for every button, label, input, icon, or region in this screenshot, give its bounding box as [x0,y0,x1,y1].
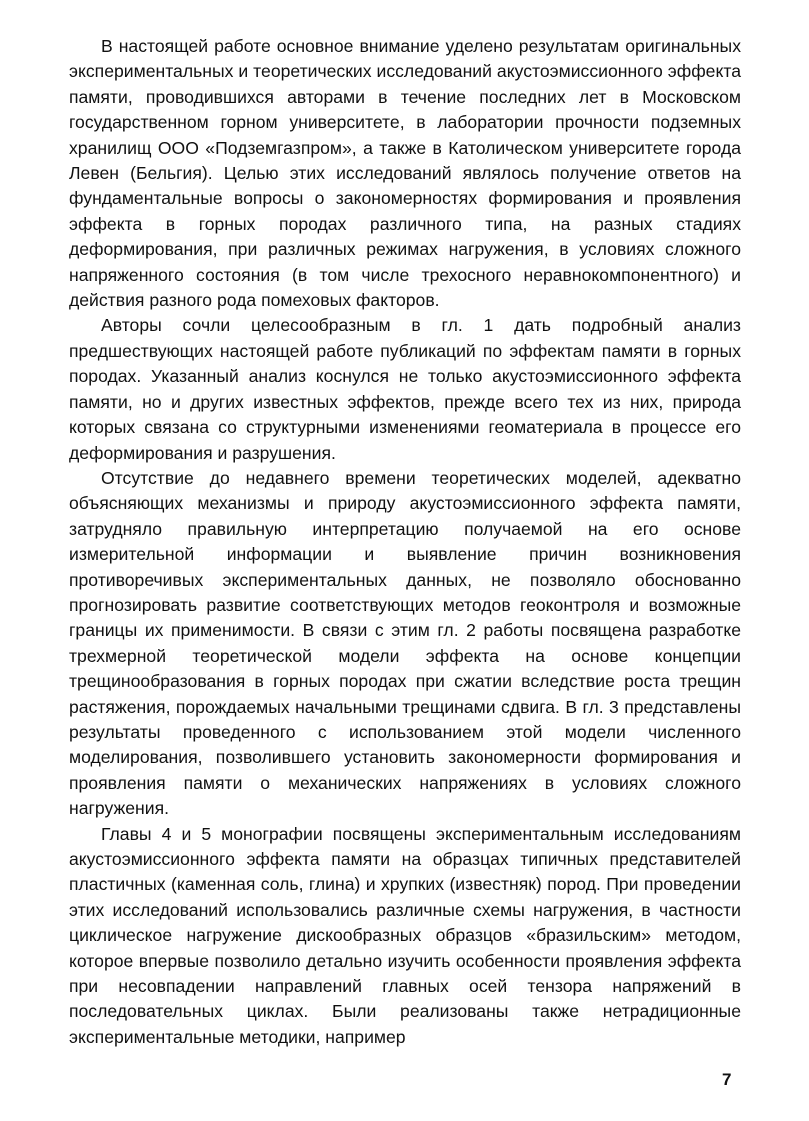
paragraph-3: Отсутствие до недавнего времени теоретических моделей, адекватно объясняющих механизмы и природу акустоэмиссионного эффекта памяти, затрудняло правильную интерпретацию получаемой на его основе измерительной информации и выявление причин возникновения противоречивых экспериментальных данных, не позволяло обоснованно прогнозировать развитие соответствующих методов геоконтроля и возможные границы их применимости. В связи с этим гл. 2 работы посвящена разработке трехмерной теоретической модели эффекта на основе концепции трещинообразования в горных породах при сжатии вследствие роста трещин растяжения, порождаемых начальными трещинами сдвига. В гл. 3 представлены результаты проведенного с использованием этой модели численного моделирования, позволившего установить закономерности формирования и проявления памяти о механических напряжениях в условиях сложного нагружения. [69,467,741,819]
paragraph-4: Главы 4 и 5 монографии посвящены экспериментальным исследованиям акустоэмиссионного эффекта памяти на образцах типичных представителей пластичных (каменная соль, глина) и хрупких (известняк) пород. При проведении этих исследований использовались различные схемы нагружения, в частности циклическое нагружение дискообразных образцов «бразильским» методом, которое впервые позволило детально изучить особенности проявления эффекта при несовпадении направлений главных осей тензора напряжений в последовательных циклах. Были реализованы также нетрадиционные экспериментальные методики, например [69,823,741,1047]
paragraph-1: В настоящей работе основное внимание уделено результатам оригинальных экспериментальных и теоретических исследований акустоэмиссионного эффекта памяти, проводившихся авторами в течение последних лет в Московском государственном горном университете, в лаборатории прочности подземных хранилищ ООО «Подземгазпром», а также в Католическом университете города Левен (Бельгия). Целью этих исследований являлось получение ответов на фундаментальные вопросы о закономерностях формирования и проявления эффекта в горных породах различного типа, на разных стадиях деформирования, при различных режимах нагружения, в условиях сложного напряженного состояния (в том числе трехосного неравнокомпонентного) и действия разного рода помеховых факторов. [69,36,741,311]
paragraph-2: Авторы сочли целесообразным в гл. 1 дать подробный анализ предшествующих настоящей работе публикаций по эффектам памяти в горных породах. Указанный анализ коснулся не только акустоэмиссионного эффекта памяти, но и других известных эффектов, прежде всего тех из них, природа которых связана со структурными изменениями геоматериала в процессе его деформирования и разрушения. [69,315,741,463]
page-body [69,34,741,1050]
page-number: 7 [722,1070,732,1089]
